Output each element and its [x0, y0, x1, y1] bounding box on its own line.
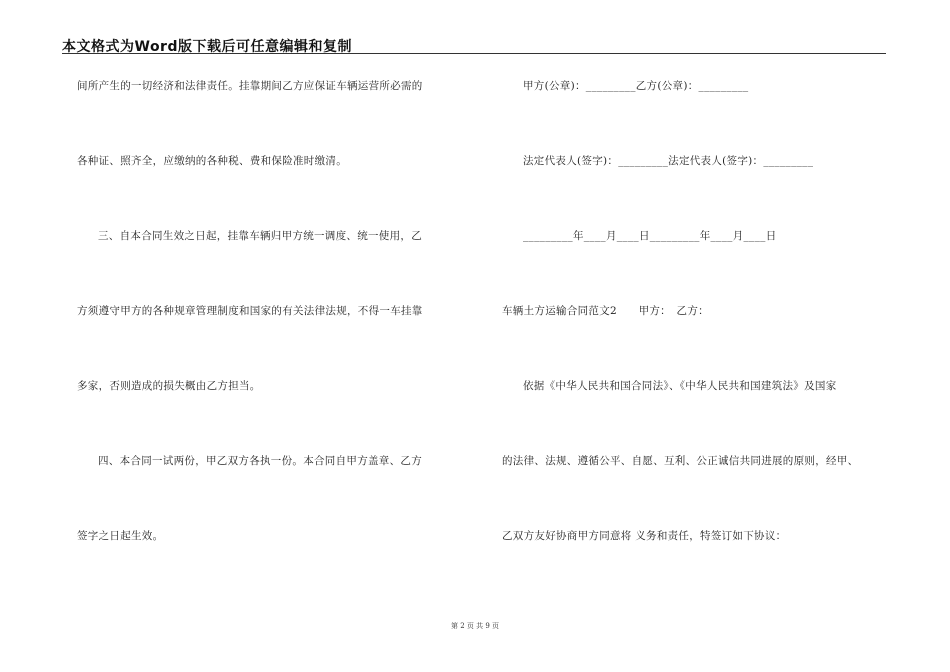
- left-line-4: 方须遵守甲方的各种规章管理制度和国家的有关法律法规，不得一车挂靠: [77, 305, 423, 317]
- left-line-1: 间所产生的一切经济和法律责任。挂靠期间乙方应保证车辆运营所必需的: [77, 80, 423, 92]
- left-line-7: 签字之日起生效。: [77, 530, 164, 542]
- right-line-7: 乙双方友好协商甲方同意将 义务和责任，特签订如下协议：: [502, 530, 787, 542]
- right-line-1: 甲方(公章)：_________乙方(公章)：_________: [523, 80, 749, 92]
- page-number: 第 2 页 共 9 页: [450, 622, 500, 630]
- left-line-2: 各种证、照齐全，应缴纳的各种税、费和保险准时缴清。: [77, 155, 347, 167]
- right-line-5: 依据《中华人民共和国合同法》、《中华人民共和国建筑法》及国家: [523, 380, 837, 392]
- header-divider: [62, 53, 886, 54]
- left-line-6: 四、本合同一试两份，甲乙双方各执一份。本合同自甲方盖章、乙方: [98, 455, 422, 467]
- right-line-6: 的法律、法规、遵循公平、自愿、互利、公正诚信共同进展的原则，经甲、: [502, 455, 859, 467]
- left-line-5: 多家，否则造成的损失概由乙方担当。: [77, 380, 261, 392]
- right-line-2: 法定代表人(签字)：_________法定代表人(签字)：_________: [523, 155, 814, 167]
- document-header-title: 本文格式为Word版下载后可任意编辑和复制: [62, 39, 352, 55]
- right-line-3: _________年____月____日_________年____月____日: [523, 230, 777, 242]
- left-line-3: 三、自本合同生效之日起，挂靠车辆归甲方统一调度、统一使用，乙: [98, 230, 422, 242]
- right-line-4: 车辆土方运输合同范文2 甲方： 乙方：: [502, 305, 709, 317]
